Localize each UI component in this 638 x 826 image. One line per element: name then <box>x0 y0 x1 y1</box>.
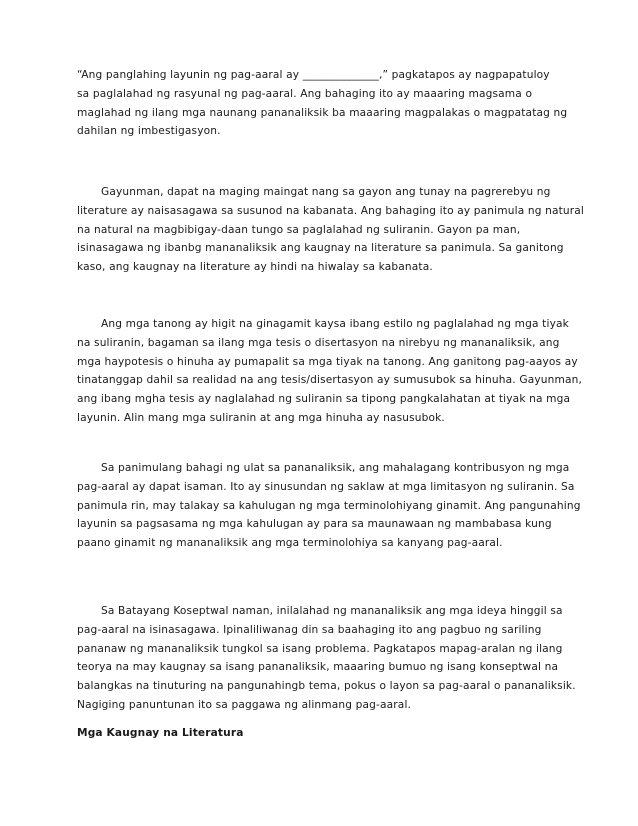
paragraph-line: Ang mga tanong ay higit na ginagamit kaysa ibang estilo ng paglalahad ng mga tiyak <box>101 318 569 330</box>
paragraph-line: teorya na may kaugnay sa isang pananaliksik, maaaring bumuo ng isang konseptwal na <box>77 661 559 674</box>
paragraph-line: mga haypotesis o hinuha ay pumapalit sa mga tiyak na tanong. Ang ganitong pag-aayos ay <box>77 355 578 368</box>
paragraph-line: tinatanggap dahil sa realidad na ang tesis/disertasyon ay sumusubok sa hinuha. Gayunman, <box>77 374 582 387</box>
paragraph-line: “Ang panglahing layunin ng pag-aaral ay ______________,” pagkatapos ay nagpapatuloy <box>77 69 550 81</box>
paragraph-line: layunin. Alin mang mga suliranin at ang mga hinuha ay nasusubok. <box>77 411 445 424</box>
paragraph-line: ang ibang mgha tesis ay naglalahad ng suliranin sa tipong pangkalahatan at tiyak na mga <box>77 393 571 406</box>
paragraph-line: pag-aaral na isinasagawa. Ipinaliliwanag din sa baahaging ito ang pagbuo ng sariling <box>77 623 542 636</box>
paragraph-line: sa paglalahad ng rasyunal ng pag-aaral. Ang bahaging ito ay maaaring magsama o <box>77 87 533 100</box>
paragraph-panimula <box>77 459 581 553</box>
paragraph-line: kaso, ang kaugnay na literature ay hindi na hiwalay sa kabanata. <box>77 261 433 274</box>
paragraph-line: isinasagawa ng ibanbg mananaliksik ang kaugnay na literature sa panimula. Sa ganitong <box>77 242 564 255</box>
paragraph-line: Gayunman, dapat na maging maingat nang sa gayon ang tunay na pagrerebyu ng <box>101 186 551 198</box>
paragraph-line: na natural na magbibigay-daan tungo sa paglalahad ng suliranin. Gayon pa man, <box>77 223 521 236</box>
paragraph-line: Sa panimulang bahagi ng ulat sa pananaliksik, ang mahalagang kontribusyon ng mga <box>101 462 570 474</box>
paragraph-line: paano ginamit ng mananaliksik ang mga terminolohiya sa kanyang pag-aaral. <box>77 537 503 550</box>
paragraph-line: literature ay naisasagawa sa susunod na kabanata. Ang bahaging ito ay panimula ng natural <box>77 204 585 217</box>
paragraph-line: pananaw ng mananaliksik tungkol sa isang problema. Pagkatapos mapag-aralan ng ilang <box>77 642 563 655</box>
paragraph-line: dahilan ng imbestigasyon. <box>77 125 221 138</box>
paragraph-line: layunin sa pagsasama ng mga kahulugan ay para sa maunawaan ng mambabasa kung <box>77 518 552 531</box>
paragraph-line: panimula rin, may talakay sa kahulugan ng mga terminolohiyang ginamit. Ang pangunahing <box>77 499 581 512</box>
paragraph-intro <box>77 66 567 141</box>
paragraph-line: balangkas na tinuturing na pangunahingb tema, pokus o layon sa pag-aaral o pananaliksik. <box>77 680 576 693</box>
paragraph-line: maglahad ng ilang mga naunang pananaliksik ba maaaring magpalakas o magpatatag ng <box>77 106 568 119</box>
paragraph-line: pag-aaral ay dapat isaman. Ito ay sinusundan ng saklaw at mga limitasyon ng suliranin. Sa <box>77 480 575 493</box>
paragraph-batayang-konseptwal <box>77 602 576 715</box>
section-heading: Mga Kaugnay na Literatura <box>77 727 244 739</box>
paragraph-line: na suliranin, bagaman sa ilang mga tesis o disertasyon na nirebyu ng mananaliksik, ang <box>77 336 560 349</box>
paragraph-line: Sa Batayang Koseptwal naman, inilalahad ng mananaliksik ang mga ideya hinggil sa <box>101 605 563 617</box>
paragraph-gayunman <box>77 183 584 277</box>
paragraph-line: Nagiging panuntunan ito sa paggawa ng alinmang pag-aaral. <box>77 698 412 711</box>
paragraph-tanong <box>77 315 582 428</box>
